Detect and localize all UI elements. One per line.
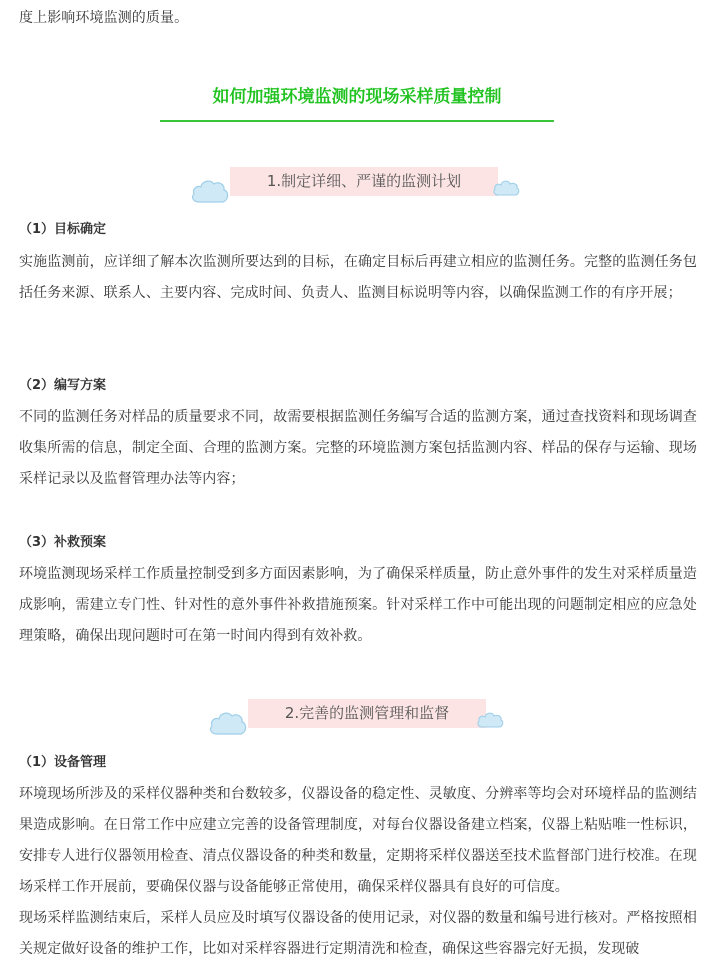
- cloud-icon: [492, 177, 520, 197]
- intro-tail-text: 度上影响环境监测的质量。: [19, 10, 189, 26]
- cloud-icon: [190, 176, 230, 204]
- cloud-icon: [208, 708, 248, 736]
- subhead-remedy: （3）补救预案: [19, 535, 107, 550]
- paragraph-equipment: 环境现场所涉及的采样仪器种类和台数较多，仪器设备的稳定性、灵敏度、分辨率等均会对环境样品的监测结果造成影响。在日常工作中应建立完善的设备管理制度，对每台仪器设备建立档案，仪器上粘贴唯一性标识，安排专人进行仪器领用检查、清点仪器设备的种类和数量，定期将采样仪器送至技术监督部门进行校准。在现场采样工作开展前，要确保仪器与设备能够正常使用，确保采样仪器具有良好的可信度。: [19, 786, 697, 895]
- section-2-header: [208, 699, 504, 739]
- subhead-target: （1）目标确定: [19, 222, 107, 237]
- paragraph-plan: 不同的监测任务对样品的质量要求不同，故需要根据监测任务编写合适的监测方案，通过查找资料和现场调查收集所需的信息，制定全面、合理的监测方案。完整的环境监测方案包括监测内容、样品的保存与运输、现场采样记录以及监督管理办法等内容；: [19, 409, 697, 487]
- article-title: 如何加强环境监测的现场采样质量控制: [212, 87, 502, 107]
- paragraph-equipment-after: 现场采样监测结束后，采样人员应及时填写仪器设备的使用记录，对仪器的数量和编号进行核对。严格按照相关规定做好设备的维护工作，比如对采样容器进行定期清洗和检查，确保这些容器完好无损，发现破: [19, 910, 697, 957]
- paragraph-target: 实施监测前，应详细了解本次监测所要达到的目标，在确定目标后再建立相应的监测任务。完整的监测任务包括任务来源、联系人、主要内容、完成时间、负责人、监测目标说明等内容，以确保监测工作的有序开展；: [19, 254, 697, 301]
- subhead-plan: （2）编写方案: [19, 378, 107, 393]
- subhead-equipment: （1）设备管理: [19, 755, 107, 770]
- section-1-heading: 1.制定详细、严谨的监测计划: [230, 167, 498, 196]
- title-underline: [160, 120, 554, 122]
- cloud-icon: [476, 709, 504, 729]
- section-2-heading: 2.完善的监测管理和监督: [248, 699, 486, 728]
- section-1-header: [190, 167, 520, 207]
- paragraph-remedy: 环境监测现场采样工作质量控制受到多方面因素影响，为了确保采样质量，防止意外事件的发生对采样质量造成影响，需建立专门性、针对性的意外事件补救措施预案。针对采样工作中可能出现的问题制定相应的应急处理策略，确保出现问题时可在第一时间内得到有效补救。: [19, 566, 697, 644]
